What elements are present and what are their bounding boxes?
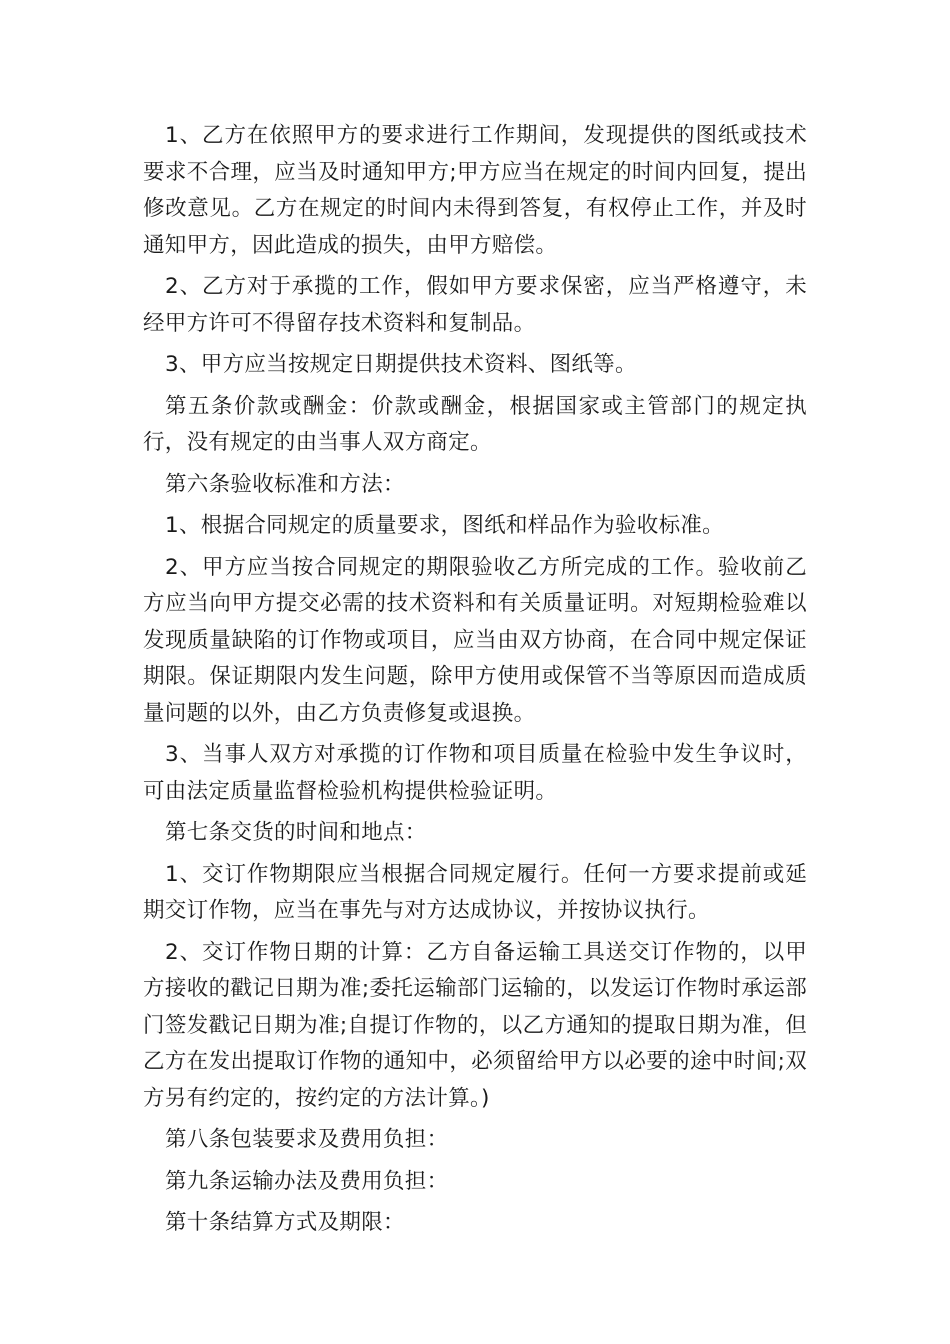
clause-paragraph-1: 1、乙方在依照甲方的要求进行工作期间，发现提供的图纸或技术要求不合理，应当及时通知甲方;甲方应当在规定的时间内回复，提出修改意见。乙方在规定的时间内未得到答复，有权停止工作，并及时通知甲方，因此造成的损失，由甲方赔偿。 bbox=[143, 123, 807, 258]
article-6-item-2: 2、甲方应当按合同规定的期限验收乙方所完成的工作。验收前乙方应当向甲方提交必需的技术资料和有关质量证明。对短期检验难以发现质量缺陷的订作物或项目，应当由双方协商，在合同中规定保证期限。保证期限内发生问题，除甲方使用或保管不当等原因而造成质量问题的以外，由乙方负责修复或退换。 bbox=[143, 554, 807, 726]
article-10-heading: 第十条结算方式及期限： bbox=[165, 1210, 405, 1235]
clause-paragraph-2: 2、乙方对于承揽的工作，假如甲方要求保密，应当严格遵守，未经甲方许可不得留存技术资料和复制品。 bbox=[143, 274, 807, 336]
article-7-item-2: 2、交订作物日期的计算：乙方自备运输工具送交订作物的，以甲方接收的戳记日期为准;委托运输部门运输的，以发运订作物时承运部门签发戳记日期为准;自提订作物的，以乙方通知的提取日期为准，但乙方在发出提取订作物的通知中，必须留给甲方以必要的途中时间;双方另有约定的，按约定的方法计算。) bbox=[143, 939, 807, 1111]
article-7-heading: 第七条交货的时间和地点： bbox=[165, 820, 427, 845]
article-6-heading: 第六条验收标准和方法： bbox=[165, 471, 405, 497]
article-6-item-1: 1、根据合同规定的质量要求，图纸和样品作为验收标准。 bbox=[165, 513, 724, 538]
article-5-price: 第五条价款或酬金：价款或酬金，根据国家或主管部门的规定执行，没有规定的由当事人双方商定。 bbox=[143, 393, 807, 455]
article-7-item-1: 1、交订作物期限应当根据合同规定履行。任何一方要求提前或延期交订作物，应当在事先与对方达成协议，并按协议执行。 bbox=[143, 861, 807, 923]
article-8-heading: 第八条包装要求及费用负担： bbox=[165, 1127, 449, 1152]
article-9-heading: 第九条运输办法及费用负担： bbox=[165, 1168, 449, 1194]
document-body bbox=[143, 118, 807, 1247]
article-6-item-3: 3、当事人双方对承揽的订作物和项目质量在检验中发生争议时，可由法定质量监督检验机构提供检验证明。 bbox=[143, 742, 807, 804]
clause-paragraph-3: 3、甲方应当按规定日期提供技术资料、图纸等。 bbox=[165, 352, 637, 377]
